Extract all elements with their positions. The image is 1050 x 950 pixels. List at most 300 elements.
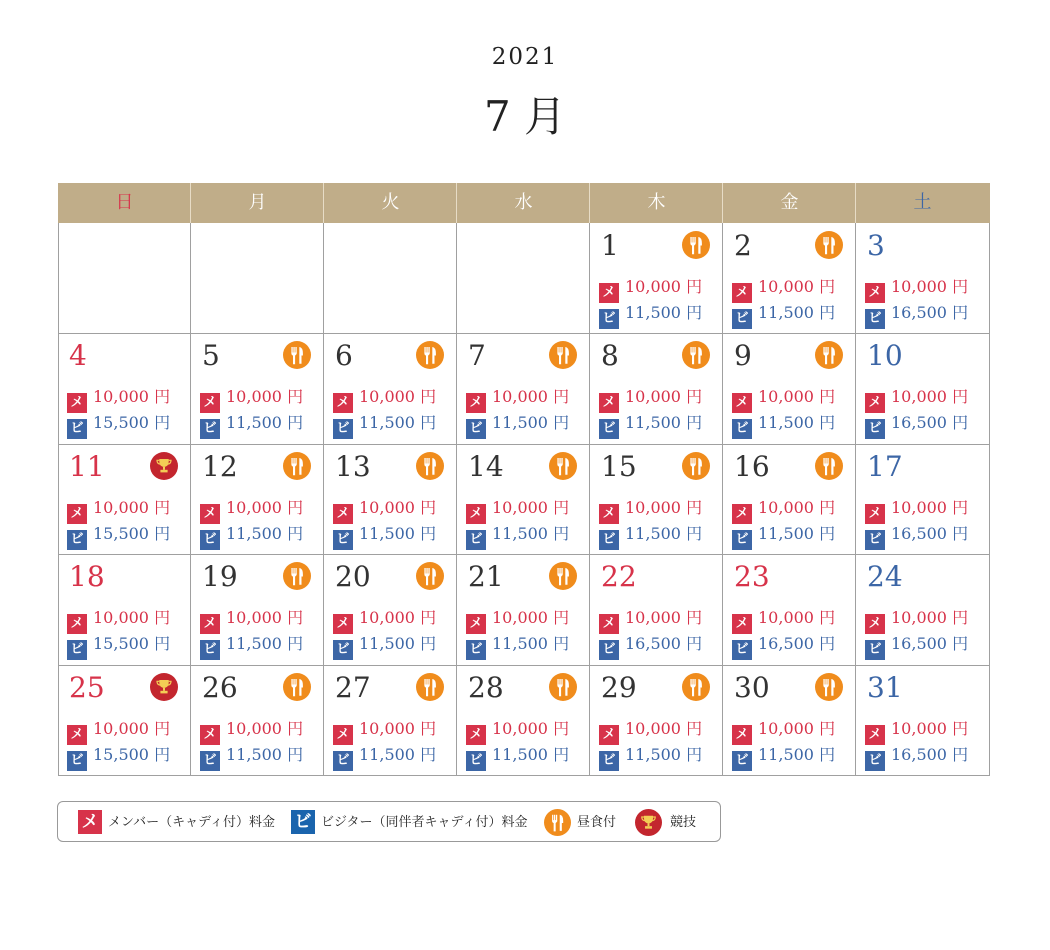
day-number: 18 (69, 560, 105, 593)
day-number: 30 (734, 671, 770, 704)
member-price (466, 497, 569, 519)
visitor-price (67, 523, 170, 545)
weekday-label: 木 (647, 192, 666, 213)
day-cell (324, 333, 456, 444)
day-cell (58, 665, 190, 775)
visitor-price-value: 16,500 円 (758, 634, 836, 653)
member-price-value: 10,000 円 (625, 277, 703, 296)
member-badge: メ (732, 283, 752, 303)
member-price (599, 607, 702, 629)
visitor-price-value: 11,500 円 (758, 413, 836, 432)
member-badge: メ (466, 393, 486, 413)
lunch-icon (283, 562, 311, 590)
visitor-badge: ビ (865, 309, 885, 329)
member-price-value: 10,000 円 (492, 608, 570, 627)
member-badge: メ (466, 614, 486, 634)
calendar (58, 183, 990, 777)
member-price-value: 10,000 円 (625, 387, 703, 406)
day-number: 17 (867, 450, 903, 483)
member-price (599, 386, 702, 408)
member-badge: メ (200, 725, 220, 745)
member-price-value: 10,000 円 (625, 719, 703, 738)
day-number: 13 (335, 450, 371, 483)
weekday-label: 金 (780, 192, 799, 213)
weekday-label: 月 (248, 192, 267, 213)
day-cell (590, 444, 722, 554)
member-price (732, 386, 835, 408)
member-price-value: 10,000 円 (226, 498, 304, 517)
member-badge: メ (466, 725, 486, 745)
visitor-price (67, 412, 170, 434)
visitor-badge: ビ (333, 530, 353, 550)
lunch-icon (283, 452, 311, 480)
member-price (732, 607, 835, 629)
visitor-badge: ビ (865, 419, 885, 439)
visitor-price-value: 11,500 円 (625, 413, 703, 432)
member-price-value: 10,000 円 (492, 498, 570, 517)
member-badge: メ (865, 725, 885, 745)
visitor-price (732, 523, 835, 545)
visitor-badge: ビ (466, 640, 486, 660)
visitor-price (599, 633, 702, 655)
weekday-label: 日 (115, 192, 134, 213)
day-cell (457, 444, 589, 554)
visitor-badge: ビ (599, 309, 619, 329)
day-number: 23 (734, 560, 770, 593)
visitor-price-value: 11,500 円 (492, 634, 570, 653)
day-cell (191, 665, 323, 775)
visitor-badge: ビ (732, 530, 752, 550)
visitor-price (466, 744, 569, 766)
visitor-badge: ビ (732, 751, 752, 771)
day-number: 27 (335, 671, 371, 704)
day-number: 15 (601, 450, 637, 483)
member-price (67, 718, 170, 740)
day-number: 11 (69, 450, 105, 483)
visitor-price (67, 633, 170, 655)
visitor-price-value: 16,500 円 (891, 524, 969, 543)
member-price (599, 718, 702, 740)
weekday-header (58, 183, 990, 223)
weekday-label: 土 (913, 192, 932, 213)
visitor-badge: ビ (599, 419, 619, 439)
day-cell (457, 665, 589, 775)
lunch-icon (549, 452, 577, 480)
weekday-label: 水 (514, 192, 533, 213)
member-badge: メ (599, 725, 619, 745)
visitor-badge: ビ (732, 419, 752, 439)
member-badge: メ (732, 725, 752, 745)
visitor-badge: ビ (333, 640, 353, 660)
day-cell (58, 333, 190, 444)
legend-member-label: メンバー（キャディ付）料金 (108, 815, 276, 830)
member-badge: メ (333, 393, 353, 413)
visitor-price (599, 744, 702, 766)
visitor-price (466, 412, 569, 434)
trophy-icon (150, 452, 178, 480)
header-divider (589, 183, 590, 223)
day-number: 5 (202, 339, 220, 372)
member-price-value: 10,000 円 (93, 608, 171, 627)
member-price (333, 497, 436, 519)
header-divider (190, 183, 191, 223)
visitor-price (599, 302, 702, 324)
visitor-price (333, 523, 436, 545)
lunch-icon (815, 452, 843, 480)
weekday-label: 火 (381, 192, 400, 213)
member-price-value: 10,000 円 (93, 387, 171, 406)
member-price-value: 10,000 円 (359, 719, 437, 738)
member-price (732, 276, 835, 298)
member-price-value: 10,000 円 (891, 719, 969, 738)
member-price (333, 718, 436, 740)
member-badge: メ (865, 614, 885, 634)
member-price (466, 718, 569, 740)
member-badge: メ (333, 725, 353, 745)
visitor-badge: ビ (732, 309, 752, 329)
day-number: 14 (468, 450, 504, 483)
member-price (466, 386, 569, 408)
day-cell (590, 333, 722, 444)
day-cell (191, 554, 323, 665)
visitor-badge: ビ (200, 530, 220, 550)
header-divider (456, 183, 457, 223)
member-price-value: 10,000 円 (891, 277, 969, 296)
visitor-price-value: 16,500 円 (891, 634, 969, 653)
visitor-price (732, 302, 835, 324)
lunch-icon (682, 341, 710, 369)
member-price (865, 497, 968, 519)
visitor-price-value: 15,500 円 (93, 634, 171, 653)
legend-member-badge: メ (78, 810, 102, 834)
visitor-badge: ビ (732, 640, 752, 660)
member-price (732, 718, 835, 740)
member-price (333, 386, 436, 408)
day-cell (723, 333, 855, 444)
member-badge: メ (599, 614, 619, 634)
member-price-value: 10,000 円 (492, 719, 570, 738)
day-cell (457, 333, 589, 444)
visitor-badge: ビ (67, 419, 87, 439)
visitor-price-value: 11,500 円 (758, 524, 836, 543)
empty-day-cell (58, 223, 190, 333)
member-badge: メ (599, 504, 619, 524)
visitor-price-value: 11,500 円 (226, 634, 304, 653)
legend-visitor-badge: ビ (291, 810, 315, 834)
visitor-price-value: 11,500 円 (758, 745, 836, 764)
visitor-badge: ビ (599, 640, 619, 660)
day-number: 6 (335, 339, 353, 372)
member-price-value: 10,000 円 (359, 498, 437, 517)
lunch-icon (815, 673, 843, 701)
member-price-value: 10,000 円 (891, 498, 969, 517)
member-badge: メ (732, 393, 752, 413)
member-badge: メ (67, 614, 87, 634)
visitor-price-value: 11,500 円 (226, 413, 304, 432)
visitor-price (333, 744, 436, 766)
lunch-icon (815, 231, 843, 259)
member-price-value: 10,000 円 (93, 719, 171, 738)
visitor-price (865, 633, 968, 655)
lunch-icon (682, 231, 710, 259)
member-price-value: 10,000 円 (758, 498, 836, 517)
member-price (865, 718, 968, 740)
day-number: 9 (734, 339, 752, 372)
member-price-value: 10,000 円 (359, 387, 437, 406)
day-cell (856, 665, 988, 775)
member-price (732, 497, 835, 519)
day-cell (58, 554, 190, 665)
day-cell (457, 554, 589, 665)
member-price-value: 10,000 円 (93, 498, 171, 517)
visitor-price-value: 16,500 円 (891, 413, 969, 432)
day-cell (324, 444, 456, 554)
member-price (200, 386, 303, 408)
day-number: 4 (69, 339, 87, 372)
visitor-badge: ビ (200, 640, 220, 660)
member-badge: メ (732, 504, 752, 524)
member-badge: メ (865, 283, 885, 303)
lunch-icon (416, 562, 444, 590)
empty-day-cell (324, 223, 456, 333)
member-price-value: 10,000 円 (758, 608, 836, 627)
visitor-price-value: 11,500 円 (492, 524, 570, 543)
day-number: 3 (867, 229, 885, 262)
legend-visitor-label: ビジター（同伴者キャディ付）料金 (321, 815, 528, 830)
day-cell (723, 223, 855, 333)
member-price-value: 10,000 円 (758, 277, 836, 296)
member-price-value: 10,000 円 (891, 387, 969, 406)
day-cell (723, 444, 855, 554)
member-badge: メ (67, 725, 87, 745)
day-number: 28 (468, 671, 504, 704)
member-price (67, 386, 170, 408)
day-cell (191, 444, 323, 554)
visitor-badge: ビ (200, 419, 220, 439)
lunch-icon (416, 673, 444, 701)
day-number: 7 (468, 339, 486, 372)
visitor-price-value: 11,500 円 (359, 524, 437, 543)
month-title: 7 月 (483, 92, 567, 141)
day-cell (191, 333, 323, 444)
day-number: 24 (867, 560, 903, 593)
lunch-icon (416, 452, 444, 480)
member-price (865, 276, 968, 298)
visitor-badge: ビ (599, 530, 619, 550)
day-cell (856, 444, 988, 554)
member-badge: メ (865, 504, 885, 524)
day-cell (590, 223, 722, 333)
visitor-price (599, 412, 702, 434)
lunch-icon (549, 341, 577, 369)
member-price-value: 10,000 円 (625, 498, 703, 517)
lunch-icon (682, 452, 710, 480)
legend-competition-label: 競技 (670, 815, 697, 830)
member-price-value: 10,000 円 (226, 719, 304, 738)
visitor-price-value: 16,500 円 (625, 634, 703, 653)
day-cell (856, 333, 988, 444)
visitor-price-value: 11,500 円 (359, 634, 437, 653)
visitor-price-value: 11,500 円 (492, 745, 570, 764)
visitor-price (466, 523, 569, 545)
day-number: 21 (468, 560, 504, 593)
visitor-price-value: 11,500 円 (758, 303, 836, 322)
lunch-icon (549, 673, 577, 701)
empty-day-cell (191, 223, 323, 333)
visitor-price (865, 523, 968, 545)
day-cell (723, 665, 855, 775)
member-price (599, 497, 702, 519)
trophy-icon (150, 673, 178, 701)
day-number: 8 (601, 339, 619, 372)
visitor-price (865, 412, 968, 434)
visitor-price-value: 16,500 円 (891, 303, 969, 322)
member-price (67, 607, 170, 629)
visitor-price (466, 633, 569, 655)
day-number: 22 (601, 560, 637, 593)
visitor-price (732, 633, 835, 655)
member-price-value: 10,000 円 (226, 387, 304, 406)
day-cell (856, 223, 988, 333)
member-badge: メ (67, 393, 87, 413)
day-cell (58, 444, 190, 554)
visitor-price (732, 744, 835, 766)
visitor-price (333, 412, 436, 434)
visitor-price-value: 11,500 円 (492, 413, 570, 432)
member-badge: メ (333, 614, 353, 634)
member-badge: メ (732, 614, 752, 634)
visitor-price (599, 523, 702, 545)
day-number: 29 (601, 671, 637, 704)
visitor-price (200, 412, 303, 434)
header-divider (722, 183, 723, 223)
visitor-price-value: 11,500 円 (625, 745, 703, 764)
visitor-badge: ビ (599, 751, 619, 771)
year: 2021 (491, 44, 559, 70)
day-number: 10 (867, 339, 903, 372)
lunch-icon (682, 673, 710, 701)
member-badge: メ (599, 283, 619, 303)
day-number: 31 (867, 671, 903, 704)
visitor-price (865, 744, 968, 766)
member-price (865, 607, 968, 629)
day-number: 2 (734, 229, 752, 262)
day-cell (590, 554, 722, 665)
member-price (200, 607, 303, 629)
legend (57, 801, 721, 842)
header-divider (855, 183, 856, 223)
member-price (599, 276, 702, 298)
visitor-badge: ビ (200, 751, 220, 771)
legend-trophy-icon (635, 809, 662, 836)
visitor-price-value: 11,500 円 (359, 413, 437, 432)
member-badge: メ (200, 393, 220, 413)
lunch-icon (815, 341, 843, 369)
visitor-badge: ビ (865, 751, 885, 771)
legend-lunch-label: 昼食付 (577, 815, 617, 830)
member-badge: メ (466, 504, 486, 524)
member-price-value: 10,000 円 (625, 608, 703, 627)
member-price-value: 10,000 円 (891, 608, 969, 627)
member-badge: メ (865, 393, 885, 413)
visitor-badge: ビ (466, 419, 486, 439)
legend-lunch-icon (544, 809, 571, 836)
visitor-badge: ビ (67, 751, 87, 771)
visitor-price (200, 633, 303, 655)
empty-day-cell (457, 223, 589, 333)
member-price-value: 10,000 円 (758, 719, 836, 738)
member-badge: メ (599, 393, 619, 413)
member-price-value: 10,000 円 (492, 387, 570, 406)
lunch-icon (283, 673, 311, 701)
visitor-price (732, 412, 835, 434)
lunch-icon (416, 341, 444, 369)
member-price (466, 607, 569, 629)
lunch-icon (549, 562, 577, 590)
day-number: 25 (69, 671, 105, 704)
member-badge: メ (200, 614, 220, 634)
day-cell (856, 554, 988, 665)
day-cell (324, 554, 456, 665)
day-number: 16 (734, 450, 770, 483)
visitor-badge: ビ (865, 640, 885, 660)
day-cell (324, 665, 456, 775)
lunch-icon (283, 341, 311, 369)
member-price (865, 386, 968, 408)
visitor-price-value: 15,500 円 (93, 745, 171, 764)
visitor-price-value: 11,500 円 (226, 524, 304, 543)
day-cell (590, 665, 722, 775)
day-number: 26 (202, 671, 238, 704)
visitor-price (865, 302, 968, 324)
visitor-badge: ビ (466, 530, 486, 550)
day-number: 19 (202, 560, 238, 593)
day-cell (723, 554, 855, 665)
visitor-badge: ビ (333, 751, 353, 771)
member-badge: メ (333, 504, 353, 524)
visitor-price-value: 11,500 円 (625, 303, 703, 322)
visitor-badge: ビ (333, 419, 353, 439)
member-price (200, 497, 303, 519)
member-price-value: 10,000 円 (226, 608, 304, 627)
visitor-price-value: 11,500 円 (359, 745, 437, 764)
visitor-price (200, 523, 303, 545)
member-price (333, 607, 436, 629)
member-badge: メ (200, 504, 220, 524)
member-price-value: 10,000 円 (758, 387, 836, 406)
visitor-badge: ビ (466, 751, 486, 771)
member-price (200, 718, 303, 740)
visitor-badge: ビ (865, 530, 885, 550)
day-number: 1 (601, 229, 619, 262)
member-price-value: 10,000 円 (359, 608, 437, 627)
visitor-price-value: 15,500 円 (93, 413, 171, 432)
visitor-price (67, 744, 170, 766)
header-divider (323, 183, 324, 223)
visitor-badge: ビ (67, 530, 87, 550)
visitor-price (333, 633, 436, 655)
day-number: 12 (202, 450, 238, 483)
day-number: 20 (335, 560, 371, 593)
visitor-price-value: 15,500 円 (93, 524, 171, 543)
visitor-price (200, 744, 303, 766)
visitor-price-value: 11,500 円 (226, 745, 304, 764)
visitor-badge: ビ (67, 640, 87, 660)
member-badge: メ (67, 504, 87, 524)
visitor-price-value: 16,500 円 (891, 745, 969, 764)
visitor-price-value: 11,500 円 (625, 524, 703, 543)
member-price (67, 497, 170, 519)
